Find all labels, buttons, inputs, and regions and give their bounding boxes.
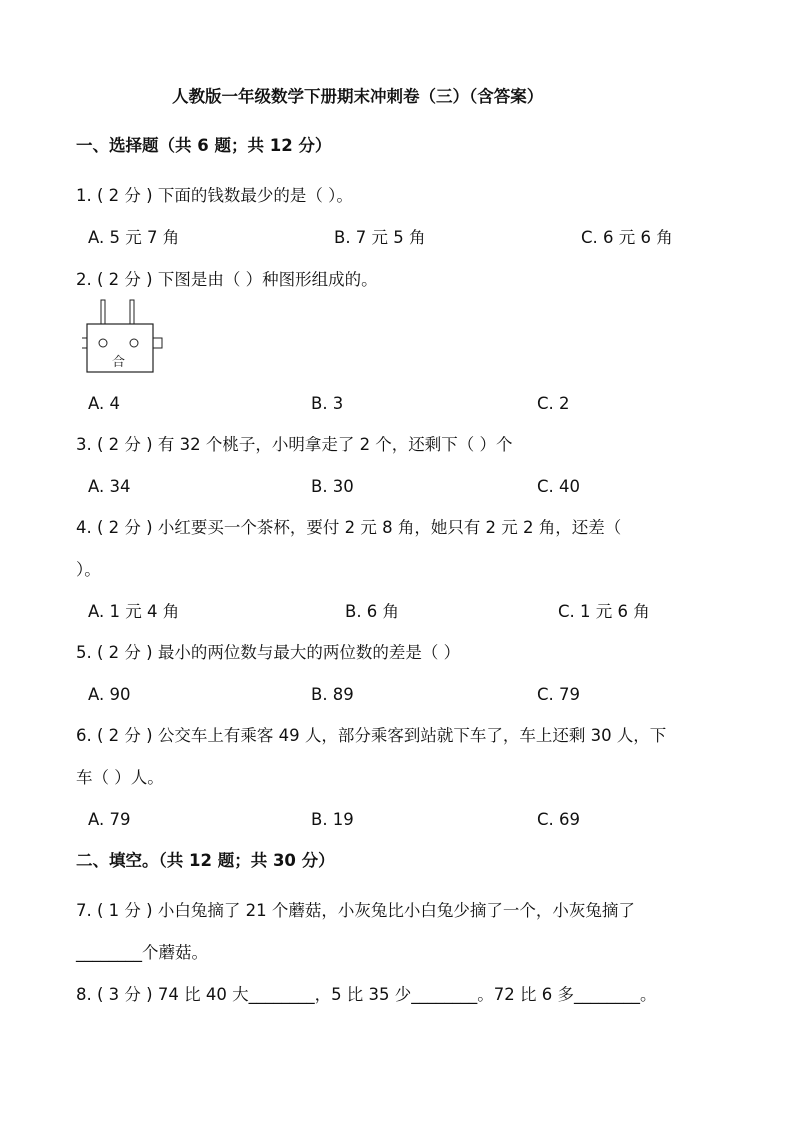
left-antenna-shape <box>101 300 105 324</box>
question-3-option-a: A. 34 <box>88 477 131 496</box>
question-3-stem: 3. ( 2 分 ) 有 32 个桃子，小明拿走了 2 个，还剩下（ ）个 <box>76 435 513 454</box>
question-6-option-b: B. 19 <box>311 810 354 829</box>
section-fill-heading: 二、填空。（共 12 题；共 30 分） <box>76 851 335 870</box>
question-2-option-c: C. 2 <box>537 394 570 413</box>
question-2-option-a: A. 4 <box>88 394 120 413</box>
question-4-stem-line-2: ）。 <box>76 560 101 579</box>
left-ear-square-shape <box>82 338 87 348</box>
section-choice-heading: 一、选择题（共 6 题；共 12 分） <box>76 136 332 155</box>
question-7-stem-line-2: ________个蘑菇。 <box>76 943 208 962</box>
question-6-option-a: A. 79 <box>88 810 131 829</box>
question-4-option-a: A. 1 元 4 角 <box>88 602 180 621</box>
question-3-option-c: C. 40 <box>537 477 581 496</box>
right-eye-circle-shape <box>130 339 138 347</box>
question-1-option-a: A. 5 元 7 角 <box>88 228 180 247</box>
question-3-option-b: B. 30 <box>311 477 354 496</box>
question-2-stem: 2. ( 2 分 ) 下图是由（ ）种图形组成的。 <box>76 270 378 289</box>
question-6-stem-line-1: 6. ( 2 分 ) 公交车上有乘客 49 人，部分乘客到站就下车了，车上还剩 30 人，下 <box>76 726 667 745</box>
question-1-option-c: C. 6 元 6 角 <box>581 228 673 247</box>
right-ear-square-shape <box>153 338 162 348</box>
question-8-stem: 8. ( 3 分 ) 74 比 40 大________，5 比 35 少________。72 比 6 多________。 <box>76 985 657 1004</box>
question-7-stem-line-1: 7. ( 1 分 ) 小白兔摘了 21 个蘑菇，小灰兔比小白兔少摘了一个，小灰兔摘了 <box>76 901 635 920</box>
mouth-glyph: 合 <box>112 355 126 370</box>
left-eye-circle-shape <box>99 339 107 347</box>
question-5-stem: 5. ( 2 分 ) 最小的两位数与最大的两位数的差是（ ） <box>76 643 461 662</box>
right-antenna-shape <box>130 300 134 324</box>
robot-figure <box>82 298 166 376</box>
question-5-option-c: C. 79 <box>537 685 581 704</box>
question-4-option-c: C. 1 元 6 角 <box>558 602 650 621</box>
question-4-stem-line-1: 4. ( 2 分 ) 小红要买一个茶杯，要付 2 元 8 角，她只有 2 元 2 角，还差（ <box>76 518 622 537</box>
question-5-option-b: B. 89 <box>311 685 354 704</box>
question-5-option-a: A. 90 <box>88 685 131 704</box>
question-1-stem: 1. ( 2 分 ) 下面的钱数最少的是（ ）。 <box>76 186 353 205</box>
question-6-option-c: C. 69 <box>537 810 581 829</box>
question-6-stem-line-2: 车（ ）人。 <box>76 768 164 787</box>
question-2-option-b: B. 3 <box>311 394 344 413</box>
page-title: 人教版一年级数学下册期末冲刺卷（三）（含答案） <box>172 87 544 106</box>
question-1-option-b: B. 7 元 5 角 <box>334 228 426 247</box>
question-4-option-b: B. 6 角 <box>345 602 400 621</box>
